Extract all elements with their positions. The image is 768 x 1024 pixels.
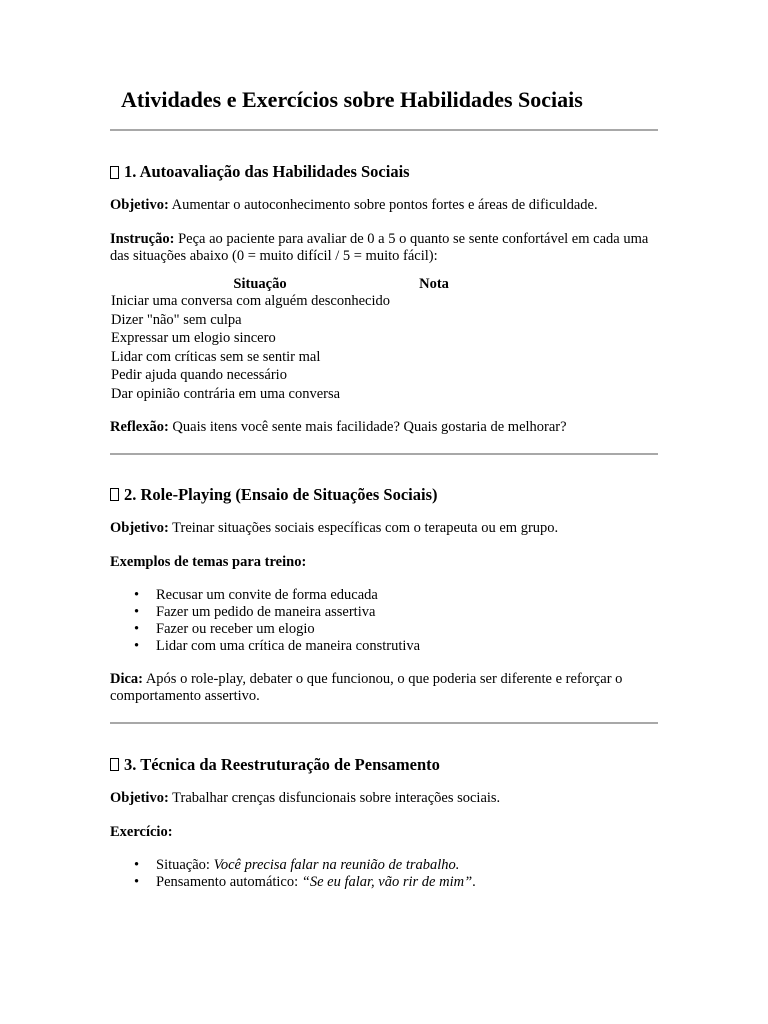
section-2-exemplos-label: Exemplos de temas para treino: [110, 553, 307, 570]
section-3-objetivo: Objetivo: Trabalhar crenças disfuncionais sobre interações sociais. [110, 789, 501, 806]
section-1-reflexao: Reflexão: Quais itens você sente mais facilidade? Quais gostaria de melhorar? [110, 418, 567, 435]
section-1-title: 1. Autoavaliação das Habilidades Sociais [124, 162, 410, 181]
list-item: • Fazer ou receber um elogio [156, 621, 658, 638]
section-2-dica: Dica: Após o role-play, debater o que funcionou, o que poderia ser diferente e reforçar o comportamento assertivo. [110, 670, 623, 704]
document-content [110, 86, 658, 891]
table-row: Lidar com críticas sem se sentir mal [110, 349, 458, 368]
table-row: Pedir ajuda quando necessário [110, 367, 458, 386]
nota-cell [410, 367, 458, 386]
section-1-instrucao: Instrução: Peça ao paciente para avaliar de 0 a 5 o quanto se sente confortável em cada uma das situações abaixo (0 = muito difícil / 5 = muito fácil): [110, 231, 649, 264]
missing-glyph-icon [110, 488, 119, 501]
section-2-title: 2. Role-Playing (Ensaio de Situações Sociais) [124, 484, 438, 504]
exercicio-list [110, 857, 658, 891]
section-1-objetivo: Objetivo: Aumentar o autoconhecimento sobre pontos fortes e áreas de dificuldade. [110, 197, 598, 213]
rating-table [110, 275, 458, 405]
missing-glyph-icon [110, 758, 119, 771]
nota-cell [410, 293, 458, 312]
section-1-heading [110, 162, 658, 182]
section-3-title: 3. Técnica da Reestruturação de Pensamento [124, 754, 440, 774]
nota-cell [410, 386, 458, 405]
list-item: • Lidar com uma crítica de maneira construtiva [156, 638, 658, 655]
missing-glyph-icon [110, 166, 119, 179]
column-header-situacao: Situação [233, 275, 287, 292]
nota-cell [410, 312, 458, 331]
table-row: Iniciar uma conversa com alguém desconhecido [110, 293, 458, 312]
table-row: Dar opinião contrária em uma conversa [110, 386, 458, 405]
nota-cell [410, 349, 458, 368]
section-2-objetivo: Objetivo: Treinar situações sociais específicas com o terapeuta ou em grupo. [110, 519, 559, 536]
section-3-exercicio-label: Exercício: [110, 823, 173, 840]
table-header-row [110, 275, 458, 293]
page-title: Atividades e Exercícios sobre Habilidades Sociais [121, 87, 583, 112]
nota-cell [410, 330, 458, 349]
section-2-heading [110, 485, 658, 505]
exemplos-list [110, 587, 658, 655]
list-item: • Pensamento automático: “Se eu falar, vão rir de mim”. [156, 874, 658, 891]
section-3-heading [110, 755, 658, 775]
list-item: • Fazer um pedido de maneira assertiva [156, 604, 658, 621]
table-row: Dizer "não" sem culpa [110, 312, 458, 331]
column-header-nota: Nota [419, 275, 449, 292]
list-item: • Situação: Você precisa falar na reunião de trabalho. [156, 857, 658, 874]
list-item: • Recusar um convite de forma educada [156, 587, 658, 604]
table-row: Expressar um elogio sincero [110, 330, 458, 349]
